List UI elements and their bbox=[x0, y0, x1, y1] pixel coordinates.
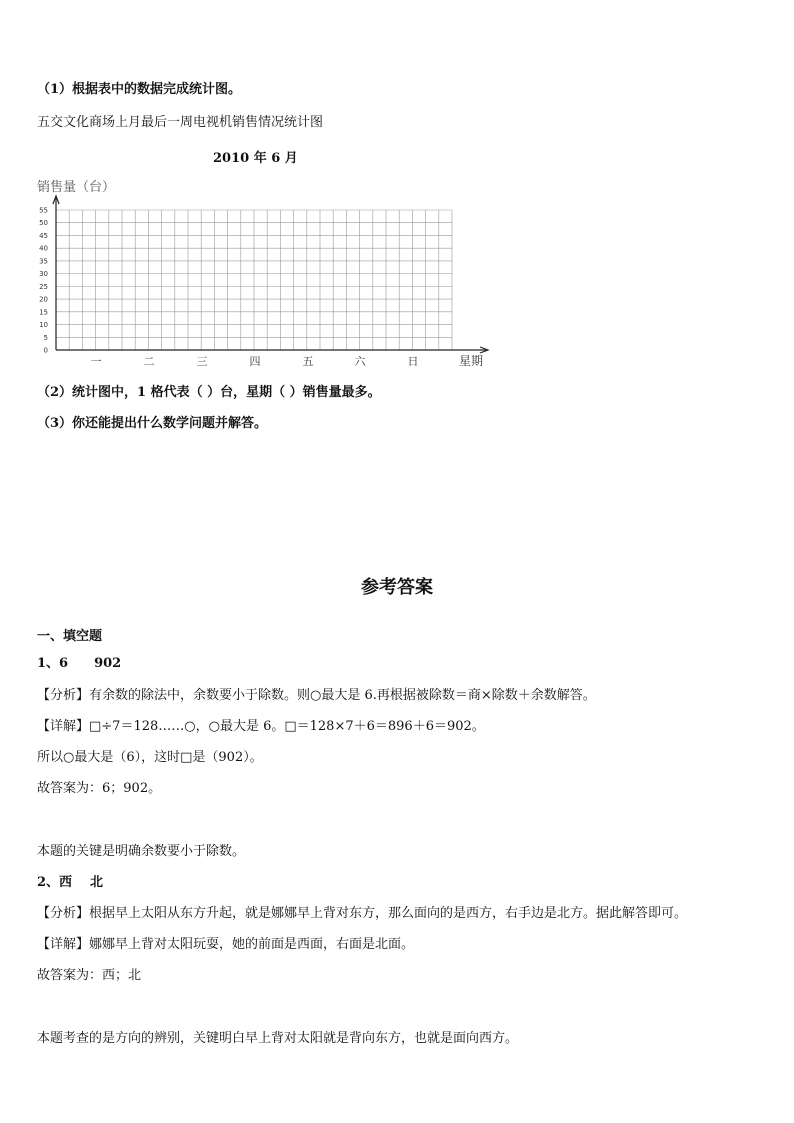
x-tick-label: 六 bbox=[354, 355, 366, 368]
q2-note: 本题考查的是方向的辨别，关键明白早上背对太阳就是背向东方，也就是面向西方。 bbox=[37, 1031, 519, 1046]
x-tick-label: 四 bbox=[249, 355, 261, 368]
x-tick-label: 五 bbox=[302, 355, 314, 368]
y-tick-label: 5 bbox=[43, 333, 48, 342]
y-tick-label: 20 bbox=[39, 295, 48, 304]
x-tick-label: 日 bbox=[407, 355, 419, 368]
x-tick-label: 三 bbox=[196, 355, 208, 368]
y-tick-label: 35 bbox=[39, 257, 48, 266]
q2-answer-2: 北 bbox=[90, 875, 104, 890]
section-title: 一、填空题 bbox=[37, 629, 103, 644]
q1-number: 1、6 bbox=[37, 656, 69, 671]
y-axis-label: 销售量（台） bbox=[37, 180, 116, 195]
y-tick-label: 30 bbox=[39, 270, 48, 279]
q1-note: 本题的关键是明确余数要小于除数。 bbox=[37, 844, 246, 859]
question-part1: （1）根据表中的数据完成统计图。 bbox=[37, 82, 242, 97]
y-tick-label: 0 bbox=[43, 346, 48, 355]
q2-detail: 【详解】娜娜早上背对太阳玩耍，她的前面是西面，右面是北面。 bbox=[37, 937, 415, 952]
q1-detail: 【详解】□÷7＝128……○，○最大是 6。□＝128×7＋6＝896＋6＝902。 bbox=[37, 719, 485, 734]
q2-number: 2、西 bbox=[37, 875, 73, 890]
answers-heading: 参考答案 bbox=[361, 577, 433, 598]
q1-line3: 所以○最大是（6），这时□是（902）。 bbox=[37, 750, 263, 765]
q2-answer bbox=[37, 875, 103, 891]
y-tick-label: 10 bbox=[39, 321, 48, 330]
chart-date: 2010 年 6 月 bbox=[213, 151, 298, 166]
x-tick-label: 一 bbox=[90, 355, 102, 368]
bar-chart-grid bbox=[0, 172, 794, 372]
y-tick-label: 25 bbox=[39, 282, 48, 291]
question-part2: （2）统计图中，1 格代表（ ）台，星期（ ）销售量最多。 bbox=[37, 385, 381, 400]
x-axis-label: 星期 bbox=[459, 354, 484, 368]
y-tick-label: 55 bbox=[39, 206, 48, 215]
y-tick-label: 50 bbox=[39, 219, 48, 228]
y-tick-label: 45 bbox=[39, 231, 48, 240]
y-tick-label: 15 bbox=[39, 308, 48, 317]
q1-final: 故答案为：6；902。 bbox=[37, 781, 162, 796]
y-tick-label: 40 bbox=[39, 244, 48, 253]
q1-answer-2: 902 bbox=[94, 656, 122, 671]
q2-final: 故答案为：西；北 bbox=[37, 968, 142, 983]
q1-answer bbox=[37, 656, 121, 672]
question-part3: （3）你还能提出什么数学问题并解答。 bbox=[37, 416, 268, 431]
q2-analysis: 【分析】根据早上太阳从东方升起，就是娜娜早上背对东方，那么面向的是西方，右手边是北方。据此解答即可。 bbox=[37, 906, 688, 921]
chart-title: 五交文化商场上月最后一周电视机销售情况统计图 bbox=[37, 115, 324, 130]
x-tick-label: 二 bbox=[143, 355, 155, 368]
q1-analysis: 【分析】有余数的除法中，余数要小于除数。则○最大是 6.再根据被除数＝商×除数＋余数解答。 bbox=[37, 688, 596, 703]
